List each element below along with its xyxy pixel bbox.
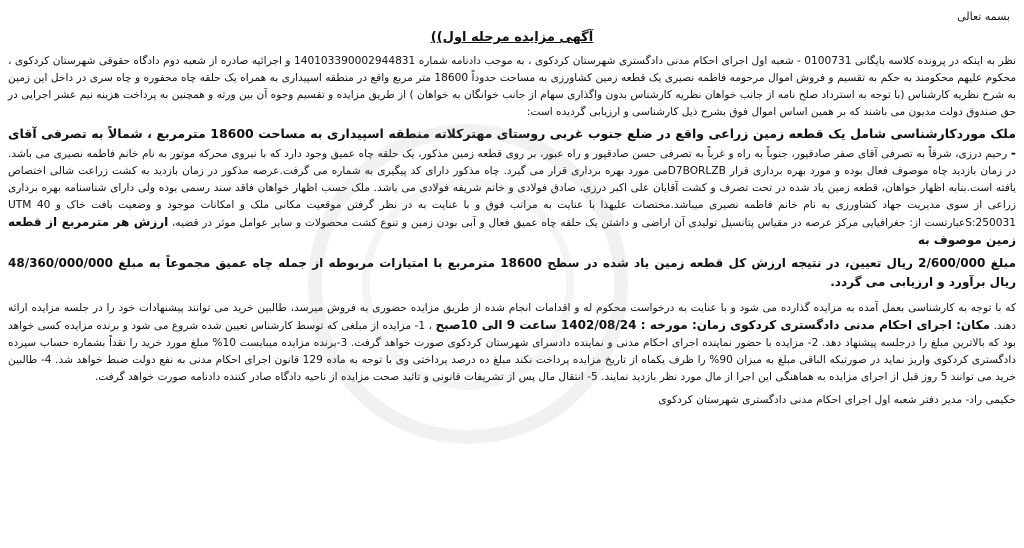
property-body: رحیم درزی، شرقاً به تصرفی آقای صفر صادقپور، جنوباً به راه و غرباً به تصرفی حسن صادقپور و راه عبور، بر روی قطعه زمین مذکور، یک حلقه چاه عمیق وجود دارد که با نیروی محرکه موتور به نام خانم فاطمه نصیری می باشد. در زمان بازدید چاه موصوف فعال بوده و مورد بهره برداری قرار D7BORLZBمی مورد بهره برداری قرار می گیرد. چاه مذکور دارای کد پیگیری به شماره می گرفت.عرصه مذکور در زمان بازدید به کشت زراعت شالی اختصاص یافته است.بنابه اظهار خواهان، قطعه زمین یاد شده در تحت تصرف و کشت آقایان علی اکبر درزی، صادق فولادی و خانم شریفه فولادی می باشد. ملک حسب اظهار خواهان فاقد سند رسمی بوده ولی دارای شناسنامه بهره برداری زراعی از سوی مدیریت جهاد کشاورزی به نام خانم فاطمه نصیری میباشد.مختصات علیهذا با عنایت به مراتب فوق و با عنایت به در نظر گرفتن موقعیت مکانی ملک و امکانات موجود و وضعیت بافت خاک و UTM 40 S:250031عبارتست از: جغرافیایی مرکز عرصه در مقیاس پتانسیل تولیدی آن اراضی و داشتن یک حلقه چاه عمیق فعال و آبی بودن زمین و تنوع کشت محصولات و سایر عوامل موثر در قضیه،: [8, 148, 1016, 229]
signature-line: حکیمی راد- مدیر دفتر شعبه اول اجرای احکام مدنی دادگستری شهرستان کردکوی: [658, 394, 1016, 406]
auction-terms: [8, 300, 1016, 386]
auction-place-time: مکان: اجرای احکام مدنی دادگستری کردکوی زمان: مورخه : 1402/08/24 ساعت 9 الی 10صبح: [435, 318, 991, 332]
property-valuation: مبلغ 2/600/000 ریال تعیین، در نتیجه ارزش کل قطعه زمین یاد شده در سطح 18600 مترمربع با امتیازات مربوطه از جمله چاه عمیق مجموعاً به مبلغ 48/360/000/000 ریال برآورد و ارزیابی می گردد.: [8, 256, 1017, 289]
property-lead: ملک موردکارشناسی شامل یک قطعه زمین زراعی واقع در ضلع جنوب غربی روستای مهترکلاته منطقه اسپیداری به مساحت 18600 مترمربع ، شمالاً به تصرفی آقای -: [8, 126, 1016, 160]
intro-paragraph: نظر به اینکه در پرونده کلاسه بایگانی 0100731 - شعبه اول اجرای احکام مدنی دادگستری شهرستان کردکوی ، به موجب دادنامه شماره 140103390002944831 و اجرائیه صادره از شعبه دوم دادگاه حقوقی شهرستان کردکوی ، محکوم علیهم محکومند به حکم به تقسیم و فروش اموال مرحومه فاطمه نصیری یک قطعه زمین کشاورزی به مساحت حدوداً 18600 متر مربع واقع در منطقه اسپیداری به همراه یک حلقه چاه محفوره و چاه سری در داخل این زمین به شرح نظریه کارشناس (با توجه به استرداد صلح نامه از جانب خواهان نظریه کارشناس بدون واگذاری سهام از جانب خوانگان به خواهان ) از طریق مزایده و تقسیم وجوه آن بین ورثه و همچنین به پرداخت هزینه نیم عشر اجرایی در حق صندوق دولت مدیون می باشند که بر همین اساس اموال فوق بشرح ذیل کارشناسی و ارزیابی گردیده است:: [8, 55, 1016, 118]
property-description: [8, 125, 1016, 250]
bismillah-heading: بسمه تعالی: [957, 10, 1010, 23]
terms-rest: ، 1- مزایده از مبلغی که توسط کارشناس تعیین شده شروع می شود و برنده مزایده کسی خواهد بود که بالاترین مبلغ را درجلسه پیشنهاد دهد. 2- مزایده با حضور نماینده اجرای احکام مدنی و نماینده دادسرای شهرستان کردکوی صورت خواهد گرفت. 3-برنده مزایده میبایست 10% مبلغ مورد خرید را نقداً بشماره حساب سپرده دادگستری کردکوی واریز نماید در صورتیکه الباقی مبلغ به میزان 90% را ظرف یکماه از تاریخ مزایده پرداخت نکند مبلغ ده درصد پرداختی وی با توجه به ماده 129 قانون اجرای احکام مدنی به نفع دولت ضبط خواهد شد. 4- طالبین خرید می توانند 5 روز قبل از اجرای مزایده به هماهنگی این اجرا از مال مورد نظر بازدید نمایند. 5- انتقال مال پس از تشریفات قانونی و تائید صحت مزایده از ناحیه دادگاه صادر کننده دادنامه صورت خواهد گرفت.: [8, 320, 1016, 383]
auction-notice-document: [8, 4, 1016, 544]
notice-title: آگهی مزایده مرحله اول)): [430, 30, 594, 45]
property-value-inline: ارزش هر مترمربع از قطعه زمین موصوف به: [8, 215, 1016, 247]
terms-intro: که با توجه به کارشناسی بعمل آمده به مزایده گذارده می شود و با عنایت به درخواست محکوم له و اقدامات انجام شده از طریق مزایده حضوری به فروش میرسد، طالبین خرید می توانند پیشنهادات خود را در جلسه مزایده ارائه دهند.: [8, 302, 1016, 332]
